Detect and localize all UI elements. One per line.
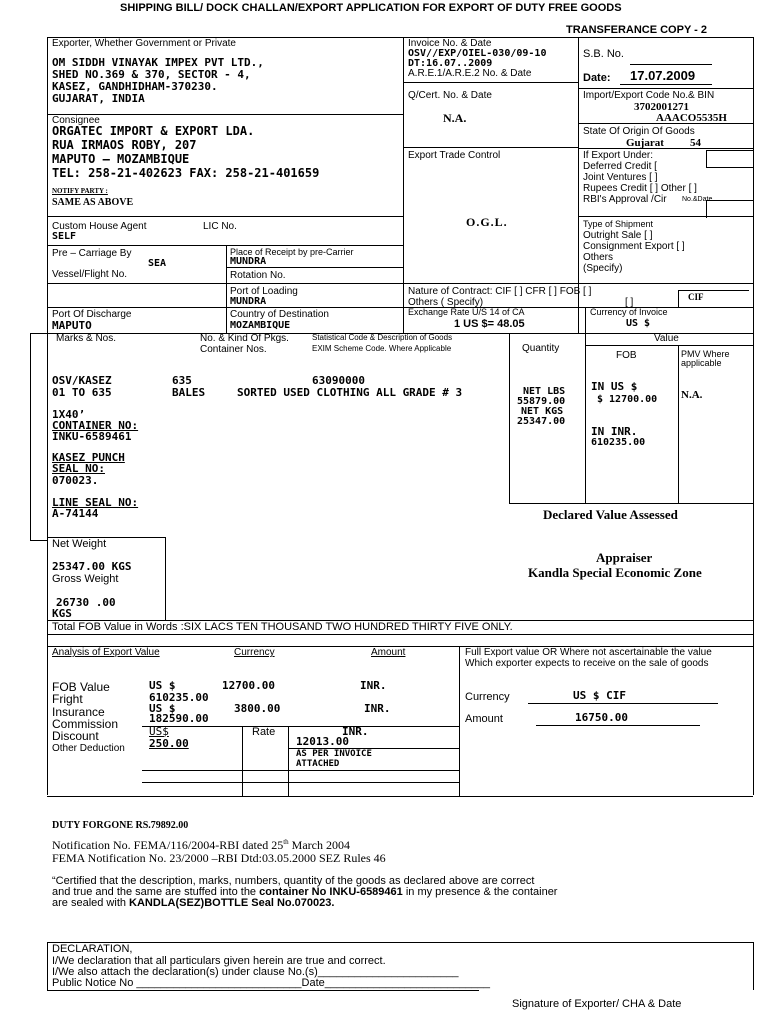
exporter-line: GUJARAT, INDIA xyxy=(52,92,145,105)
rule xyxy=(706,200,753,201)
rule xyxy=(47,990,479,991)
rule xyxy=(706,150,707,167)
gross-weight-label: Gross Weight xyxy=(52,573,119,585)
loading-value: MUNDRA xyxy=(230,296,267,307)
receipt-value: MUNDRA xyxy=(230,256,267,267)
container-no: INKU-6589461 xyxy=(52,430,132,443)
total-fob-words: Total FOB Value in Words :SIX LACS TEN THOUSAND TWO HUNDRED THIRTY FIVE ONLY. xyxy=(52,621,513,633)
rule xyxy=(226,267,403,268)
punch-label: KASEZ PUNCH xyxy=(52,451,125,464)
etc-label: Export Trade Control xyxy=(408,150,501,161)
insurance-currency: US$ xyxy=(149,725,169,738)
marks-value: OSV/KASEZ xyxy=(52,374,112,387)
pkgs-label: No. & Kind Of Pkgs. xyxy=(200,333,289,344)
destination-value: MOZAMBIQUE xyxy=(230,320,291,331)
rupees-credit: Rupees Credit [ ] Other [ ] xyxy=(583,183,697,194)
cha-label: Custom House Agent xyxy=(52,221,147,232)
fob-amount: 12700.00 xyxy=(222,679,275,692)
rule xyxy=(578,216,753,217)
state-label: State Of Origin Of Goods xyxy=(583,126,695,137)
rule xyxy=(47,216,403,217)
insurance-amount: 12013.00 xyxy=(296,735,349,748)
sb-date-line xyxy=(620,84,712,85)
are-label: A.R.E.1/A.R.E.2 No. & Date xyxy=(408,68,532,79)
fob-inr-label: IN INR. xyxy=(591,425,638,438)
exrate-value: 1 US $= 48.05 xyxy=(454,318,525,330)
rule xyxy=(578,88,753,89)
declaration-line: I/We also attach the declaration(s) under clause No.(s)_______________________ xyxy=(52,966,459,978)
rule xyxy=(47,307,403,308)
rule xyxy=(403,147,578,148)
rule xyxy=(226,245,227,333)
invoice-note: ATTACHED xyxy=(296,759,340,769)
rule xyxy=(678,345,679,503)
frame-left xyxy=(47,37,48,795)
rule xyxy=(47,942,48,990)
rule xyxy=(30,540,48,541)
discharge-label: Port Of Discharge xyxy=(52,309,132,320)
fob-inr-value: 610235.00 xyxy=(149,691,209,704)
rule xyxy=(142,782,459,783)
lic-label: LIC No. xyxy=(203,221,237,232)
fema-notification: FEMA Notification No. 23/2000 –RBI Dtd:03.05.2000 SEZ Rules 46 xyxy=(52,851,386,865)
invoice-note: AS PER INVOICE xyxy=(296,749,372,759)
amount-head: Amount xyxy=(371,647,406,658)
copy-label: TRANSFERANCE COPY - 2 xyxy=(566,24,707,36)
rule xyxy=(30,333,31,540)
currency-value: US $ xyxy=(626,318,651,329)
finance-label: If Export Under: xyxy=(583,150,654,161)
full-value-text: Full Export value OR Where not ascertainable the value xyxy=(465,647,712,658)
currency-label: Currency xyxy=(465,691,510,703)
net-weight: 25347.00 KGS xyxy=(52,560,132,573)
pmv-label2: applicable xyxy=(681,358,722,368)
discharge-value: MAPUTO xyxy=(52,319,92,332)
analysis-title: Analysis of Export Value xyxy=(52,647,160,658)
desc-label: Statistical Code & Description of Goods xyxy=(312,333,453,342)
fob-usd: $ 12700.00 xyxy=(597,394,658,405)
pkgs-value: 635 xyxy=(172,374,192,387)
pmv-value: N.A. xyxy=(681,389,703,401)
currency-value: US $ CIF xyxy=(573,689,626,702)
rule xyxy=(47,634,753,635)
rule xyxy=(585,333,586,503)
certificate-text: “Certified that the description, marks, numbers, quantity of the goods as declared above are correct xyxy=(52,875,535,887)
precarriage-label: Pre – Carriage By xyxy=(52,248,132,259)
line-seal-label: LINE SEAL NO: xyxy=(52,496,139,509)
vessel-label: Vessel/Flight No. xyxy=(52,269,128,280)
rbi-approval: RBI's Approval /Cir xyxy=(583,194,667,205)
sb-no-label: S.B. No. xyxy=(583,48,624,60)
declared-value: Declared Value Assessed xyxy=(543,507,678,522)
receipt-label: Place of Receipt by pre-Carrier xyxy=(230,247,354,257)
rule xyxy=(509,333,510,503)
notify-label: NOTIFY PARTY : xyxy=(52,187,108,195)
rule xyxy=(47,283,226,284)
contract-label: Nature of Contract: CIF [ ] CFR [ ] FOB [ ] xyxy=(408,286,592,297)
rule xyxy=(288,726,289,796)
seal-no: 070023. xyxy=(52,474,99,487)
pmv-label: PMV Where xyxy=(681,349,730,359)
amount-line xyxy=(536,725,700,726)
bin-no: AAACO5535H xyxy=(656,112,727,124)
rule xyxy=(706,167,753,168)
rule xyxy=(47,942,753,943)
rule xyxy=(678,290,679,307)
exporter-label: Exporter, Whether Government or Private xyxy=(52,38,236,49)
invoice-date: DT:16.07..2009 xyxy=(408,58,493,69)
rule xyxy=(403,82,578,83)
goods-description: SORTED USED CLOTHING ALL GRADE # 3 xyxy=(237,386,463,399)
fob-value-label: FOB Value xyxy=(52,680,110,694)
fob-label: FOB xyxy=(616,350,637,361)
rule xyxy=(47,114,403,115)
full-value-text: Which exporter expects to receive on the sale of goods xyxy=(465,658,709,669)
rule xyxy=(585,307,586,333)
exporter-line: KASEZ, GANDHIDHAM-370230. xyxy=(52,80,218,93)
freight-inr: INR. xyxy=(364,702,391,715)
deferred-credit: Deferred Credit [ xyxy=(583,161,657,172)
sb-date-label: Date: xyxy=(583,72,611,84)
marks-label: Marks & Nos. xyxy=(56,333,117,344)
rule xyxy=(706,150,753,151)
containers-label: Container Nos. xyxy=(200,344,267,355)
certificate-text: and true and the same are stuffed into the container No INKU-6589461 in my presence & the container xyxy=(52,886,558,898)
consignment-export: Consignment Export [ ] xyxy=(583,241,685,252)
iec-no: 3702001271 xyxy=(634,101,689,113)
rule xyxy=(459,646,460,796)
rule xyxy=(509,503,753,504)
contract-others: Others ( Specify) xyxy=(408,297,484,308)
cha-value: SELF xyxy=(52,231,77,242)
declaration-title: DECLARATION, xyxy=(52,943,133,955)
frame-right xyxy=(753,37,754,795)
freight-currency: US $ xyxy=(149,702,176,715)
contract-value: CIF xyxy=(688,292,704,302)
rule xyxy=(226,283,403,284)
consignee-line: ORGATEC IMPORT & EXPORT LDA. xyxy=(52,124,255,138)
certificate-text: are sealed with KANDLA(SEZ)BOTTLE Seal No.070023. xyxy=(52,897,335,909)
rule xyxy=(30,333,48,334)
state-value: Gujarat xyxy=(626,137,664,149)
fob-inr: 610235.00 xyxy=(591,437,646,448)
qcert-value: N.A. xyxy=(443,111,467,125)
consignee-line: TEL: 258-21-402623 FAX: 258-21-401659 xyxy=(52,166,320,180)
other-deduction-label: Other Deduction xyxy=(52,743,125,754)
currency-label: Currency of Invoice xyxy=(590,307,668,317)
value-label: Value xyxy=(654,333,679,344)
marks-value: 01 TO 635 xyxy=(52,386,112,399)
consignee-line: MAPUTO – MOZAMBIQUE xyxy=(52,152,190,166)
shipment-label: Type of Shipment xyxy=(583,219,654,229)
contract-bracket: [ ] xyxy=(625,297,634,308)
precarriage-value: SEA xyxy=(148,258,167,269)
page-title: SHIPPING BILL/ DOCK CHALLAN/EXPORT APPLICATION FOR EXPORT OF DUTY FREE GOODS xyxy=(120,2,622,14)
net-weight-label: Net Weight xyxy=(52,538,107,550)
amount-value: 16750.00 xyxy=(575,711,628,724)
consignee-label: Consignee xyxy=(52,115,100,126)
rule xyxy=(47,245,403,246)
gross-unit: KGS xyxy=(52,607,72,620)
seal-label: SEAL NO: xyxy=(52,462,105,475)
qty-line: NET KGS xyxy=(521,406,564,417)
rule xyxy=(678,290,749,291)
rule xyxy=(585,345,753,346)
rate-label: Rate xyxy=(252,726,276,738)
iec-label: Import/Export Code No.& BIN xyxy=(583,90,715,101)
state-code: 54 xyxy=(690,137,701,149)
insurance-label: Insurance xyxy=(52,705,105,719)
invoice-no: OSV//EXP/OIEL-030/09-10 xyxy=(408,48,547,59)
qcert-label: Q/Cert. No. & Date xyxy=(408,90,492,101)
container-label: CONTAINER NO: xyxy=(52,419,139,432)
gross-weight: 26730 .00 xyxy=(56,596,116,609)
rule xyxy=(165,537,166,620)
rule xyxy=(47,796,753,797)
signature-label: Signature of Exporter/ CHA & Date xyxy=(512,998,682,1010)
discount-label: Discount xyxy=(52,729,99,743)
qty-line: NET LBS xyxy=(523,386,566,397)
freight-amount: 3800.00 xyxy=(234,702,281,715)
exporter-line: OM SIDDH VINAYAK IMPEX PVT LTD., xyxy=(52,56,264,69)
insurance-inr: INR. xyxy=(342,725,369,738)
sb-date-value: 17.07.2009 xyxy=(630,68,696,83)
rule xyxy=(753,942,754,990)
container-size: 1X40’ xyxy=(52,408,86,421)
fob-inr: INR. xyxy=(360,679,387,692)
qty-line: 25347.00 xyxy=(517,416,566,427)
etc-value: O.G.L. xyxy=(466,215,508,229)
fema-notification: Notification No. FEMA/116/2004-RBI dated 25th March 2004 xyxy=(52,838,350,852)
destination-label: Country of Destination xyxy=(230,309,329,320)
loading-label: Port of Loading xyxy=(230,286,298,297)
stat-code: 63090000 xyxy=(312,374,365,387)
notify-value: SAME AS ABOVE xyxy=(52,197,134,208)
rule xyxy=(403,283,753,284)
freight-inr-value: 182590.00 xyxy=(149,712,209,725)
specify-label: (Specify) xyxy=(583,263,623,274)
rule xyxy=(578,148,753,149)
qty-line: 55879.00 xyxy=(517,396,566,407)
others-label: Others xyxy=(583,252,614,263)
amount-label: Amount xyxy=(465,713,503,725)
currency-line xyxy=(528,703,718,704)
insurance-value: 250.00 xyxy=(149,737,189,750)
duty-forgone: DUTY FORGONE RS.79892.00 xyxy=(52,820,189,831)
freight-label: Fright xyxy=(52,692,83,706)
commission-label: Commission xyxy=(52,717,119,731)
consignee-line: RUA IRMAOS ROBY, 207 xyxy=(52,138,197,152)
rbi-small: No.&Date xyxy=(682,196,713,203)
pkgs-kind: BALES xyxy=(172,386,206,399)
rule xyxy=(142,770,459,771)
invoice-label: Invoice No. & Date xyxy=(408,38,492,49)
declaration-line: I/We declaration that all particulars given herein are true and correct. xyxy=(52,955,386,967)
rotation-label: Rotation No. xyxy=(230,270,286,281)
line-seal-no: A-74144 xyxy=(52,507,99,520)
exim-label: EXIM Scheme Code. Where Applicable xyxy=(312,344,452,353)
joint-ventures: Joint Ventures [ ] xyxy=(583,172,658,183)
fob-usd-label: IN US $ xyxy=(591,380,638,393)
declaration-line: Public Notice No ___________________________Date___________________________ xyxy=(52,977,490,989)
zone: Kandla Special Economic Zone xyxy=(528,565,702,580)
rule xyxy=(242,726,243,796)
sb-no-line xyxy=(630,64,712,65)
appraiser: Appraiser xyxy=(596,550,653,565)
qty-label: Quantity xyxy=(522,343,560,354)
exrate-label: Exchange Rate U/S 14 of CA xyxy=(408,307,525,317)
fob-currency: US $ xyxy=(149,679,176,692)
currency-head: Currency xyxy=(234,647,275,658)
exporter-line: SHED NO.369 & 370, SECTOR - 4, xyxy=(52,68,251,81)
outright-sale: Outright Sale [ ] xyxy=(583,230,653,241)
